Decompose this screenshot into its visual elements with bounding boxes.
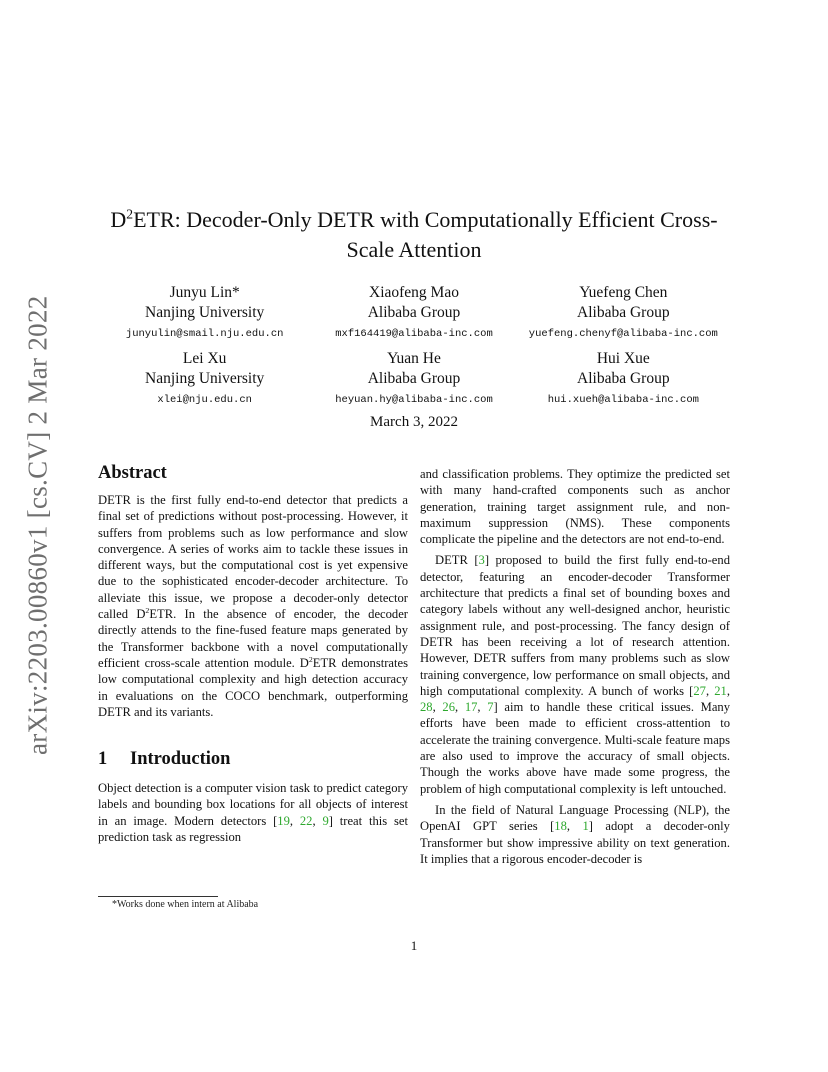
footnote-divider (98, 896, 218, 897)
author-name: Xiaofeng Mao (369, 284, 459, 301)
citation-separator: , (289, 813, 300, 828)
abstract-text (98, 492, 408, 720)
body-paragraph (98, 780, 408, 845)
author-name: Hui Xue (596, 350, 650, 367)
citation-link[interactable]: 19 (277, 813, 290, 828)
title-superscript: 2 (126, 206, 134, 222)
author-name: Lei Xu (182, 350, 227, 367)
author-name: Yuefeng Chen (579, 284, 668, 301)
author-email[interactable]: mxf164419@alibaba-inc.com (335, 328, 493, 340)
abstract-heading: Abstract (98, 463, 167, 483)
author (100, 283, 309, 342)
title-text: ETR: Decoder-Only DETR with Computationally Efficient Cross-Scale Attention (133, 207, 718, 262)
page-number: 1 (410, 938, 418, 953)
author-list (100, 283, 728, 408)
citation-link[interactable]: 7 (487, 700, 494, 715)
citation-link[interactable]: 3 (478, 553, 485, 568)
author (519, 283, 728, 342)
citation-link[interactable]: 26 (442, 700, 455, 715)
citation-link[interactable]: 17 (464, 700, 478, 715)
author (309, 283, 518, 342)
citation-separator: , (566, 819, 583, 834)
author-affiliation: Nanjing University (145, 304, 265, 321)
citation-link[interactable]: 22 (299, 813, 313, 828)
citation-link[interactable]: 18 (554, 819, 567, 834)
author-affiliation: Alibaba Group (577, 370, 670, 387)
abstract-part: DETR is the first fully end-to-end detector that predicts a final set of predictions without post-processing. However, it suffers from problems such as low performance and slow convergence. A series of works aim to tackle these issues in different ways, but the computational cost is yet expensive due to the sophisticated encoder-decoder architecture. To alleviate this issue, we propose a decoder-only detector called D (98, 493, 408, 622)
citation-separator: , (432, 700, 443, 715)
text-run: ] treat this set prediction task as regression (98, 813, 408, 845)
author-affiliation: Alibaba Group (367, 304, 461, 321)
text-run: ] adopt a decoder-only Transformer but show impressive ability on text generation. It implies that a rigorous encoder-decoder is (420, 819, 730, 866)
text-run: Object detection is a computer vision task to predict category labels and bounding box locations for all objects of interest in an image. Modern detectors [ (98, 781, 408, 828)
citation-separator: , (312, 813, 323, 828)
section-number: 1 (98, 749, 108, 770)
abstract-part: ETR demonstrates low computational complexity and high detection accuracy in evaluations on the COCO benchmark, outperforming DETR and its variants. (98, 655, 408, 719)
author-affiliation: Alibaba Group (367, 370, 461, 387)
citation-link[interactable]: 21 (714, 683, 727, 698)
right-column (420, 466, 730, 867)
section-heading-introduction (98, 746, 408, 772)
title-prefix: D (110, 207, 127, 232)
citation-separator: , (726, 683, 730, 698)
citation-link[interactable]: 28 (420, 700, 433, 715)
footnote: *Works done when intern at Alibaba (112, 899, 259, 910)
text-run: ] aim to handle these critical issues. Many efforts have been made to efficient cross-attention to accelerate the training convergence. Multi-scale feature maps are also used to improve the accuracy of small objects. Though the works above have made some progress, the problem of high computational complexity is left untouched. (420, 700, 731, 796)
author-email[interactable]: yuefeng.chenyf@alibaba-inc.com (528, 328, 718, 340)
paper-title (100, 205, 728, 265)
text-run: In the field of Natural Language Processing (NLP), the OpenAI GPT series [ (420, 802, 730, 834)
abstract-part: ETR. In the absence of encoder, the decoder directly attends to the fine-fused feature maps generated by the Transformer backbone with a novel computationally efficient cross-scale attention module. D (98, 607, 408, 670)
author-name: Yuan He (387, 350, 441, 367)
author-email[interactable]: xlei@nju.edu.cn (157, 394, 252, 406)
author-name: Junyu Lin* (169, 284, 240, 301)
author-email[interactable]: hui.xueh@alibaba-inc.com (547, 394, 699, 406)
left-column (98, 460, 408, 845)
citation-separator: , (455, 700, 465, 715)
citation-link[interactable]: 9 (322, 813, 329, 828)
author (100, 349, 309, 408)
body-paragraph: and classification problems. They optimize the predicted set with many hand-crafted components such as anchor generation, training target assignment rule, and non-maximum suppression (NMS). These components complicate the pipeline and the detectors are not end-to-end. (420, 467, 730, 547)
author-email[interactable]: heyuan.hy@alibaba-inc.com (335, 394, 493, 406)
citation-separator: , (705, 683, 715, 698)
superscript: 2 (145, 605, 150, 615)
superscript: 2 (308, 654, 313, 664)
text-run: DETR [ (435, 553, 479, 568)
citation-link[interactable]: 1 (582, 819, 589, 834)
author (309, 349, 518, 408)
author-email[interactable]: junyulin@smail.nju.edu.cn (125, 328, 284, 340)
text-run: ] proposed to build the first fully end-to-end detector, featuring an encoder-decoder Transformer architecture that predicts a final set of bounding boxes and category labels without any well-designed anchor, heuristic assignment rule, and post-processing. The fancy design of DETR has been receiving a lot of research attention. However, DETR suffers from many problems such as slow training convergence, low performance on small objects, and high computational complexity. A bunch of works [ (420, 553, 730, 698)
author (519, 349, 728, 408)
author-affiliation: Alibaba Group (577, 304, 670, 321)
citation-link[interactable]: 27 (693, 683, 706, 698)
arxiv-identifier: arXiv:2203.00860v1 [cs.CV] 2 Mar 2022 (22, 295, 53, 755)
citation-separator: , (477, 700, 488, 715)
section-title: Introduction (130, 749, 231, 770)
paper-date: March 3, 2022 (370, 414, 458, 430)
author-affiliation: Nanjing University (145, 370, 265, 387)
body-paragraph (420, 802, 730, 867)
body-paragraph (420, 552, 730, 796)
